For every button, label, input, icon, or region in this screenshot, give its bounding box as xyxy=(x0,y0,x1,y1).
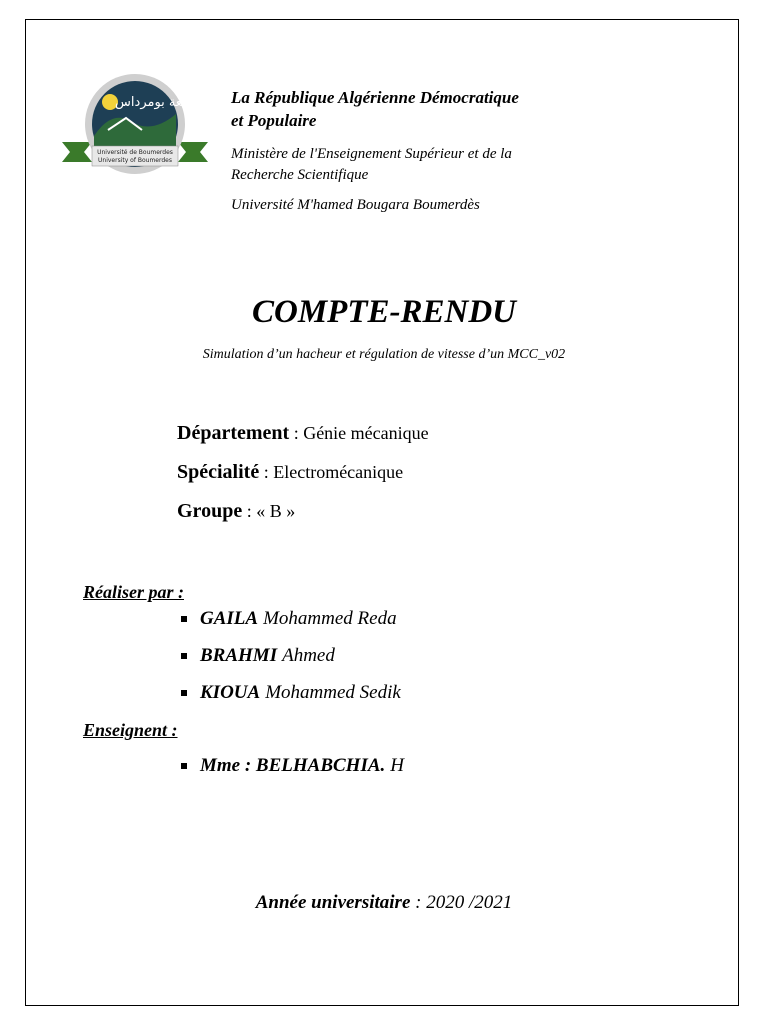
author-last-name: BRAHMI xyxy=(200,645,278,666)
department-field xyxy=(177,422,429,445)
ministry-text xyxy=(231,144,512,186)
author-item xyxy=(181,645,335,667)
document-subtitle: Simulation d’un hacheur et régulation de vitesse d’un MCC_v02 xyxy=(202,347,566,362)
speciality-value: : Electromécanique xyxy=(259,462,404,482)
author-last-name: GAILA xyxy=(200,608,259,629)
ministry-line-2: Recherche Scientifique xyxy=(231,167,369,183)
department-label: Département xyxy=(177,422,290,444)
bullet-icon xyxy=(181,653,187,659)
document-title: COMPTE-RENDU xyxy=(251,294,517,330)
author-first-name: Mohammed Sedik xyxy=(265,682,401,703)
bullet-icon xyxy=(181,763,187,769)
university-logo xyxy=(62,74,208,178)
republic-line-2: et Populaire xyxy=(231,111,317,130)
author-item xyxy=(181,682,401,704)
teacher-first-name: H xyxy=(390,755,405,776)
department-value: : Génie mécanique xyxy=(289,423,429,443)
author-first-name: Ahmed xyxy=(282,645,335,666)
group-field xyxy=(177,500,295,523)
authors-heading: Réaliser par : xyxy=(83,582,184,602)
svg-text:جـامعة بومرداس: جـامعة بومرداس xyxy=(115,95,205,110)
republic-heading xyxy=(231,86,519,132)
speciality-field xyxy=(177,461,403,484)
year-value: : 2020 /2021 xyxy=(410,892,513,913)
year-label: Année universitaire xyxy=(255,892,411,913)
author-item xyxy=(181,608,397,630)
svg-text:Université de Boumerdes: Université de Boumerdes xyxy=(97,149,173,156)
teacher-last-name: Mme : BELHABCHIA. xyxy=(200,755,386,776)
author-last-name: KIOUA xyxy=(200,682,261,703)
bullet-icon xyxy=(181,616,187,622)
group-label: Groupe xyxy=(177,500,243,522)
academic-year xyxy=(0,892,768,914)
speciality-label: Spécialité xyxy=(177,461,260,483)
university-name: Université M'hamed Bougara Boumerdès xyxy=(231,197,480,213)
author-first-name: Mohammed Reda xyxy=(263,608,397,629)
teacher-heading: Enseignent : xyxy=(83,720,178,740)
ministry-line-1: Ministère de l'Enseignement Supérieur et de la xyxy=(231,146,512,162)
teacher-item xyxy=(181,755,404,777)
bullet-icon xyxy=(181,690,187,696)
group-value: : « B » xyxy=(242,501,296,521)
svg-text:University of Boumerdes: University of Boumerdes xyxy=(98,157,172,164)
republic-line-1: La République Algérienne Démocratique xyxy=(231,88,519,107)
